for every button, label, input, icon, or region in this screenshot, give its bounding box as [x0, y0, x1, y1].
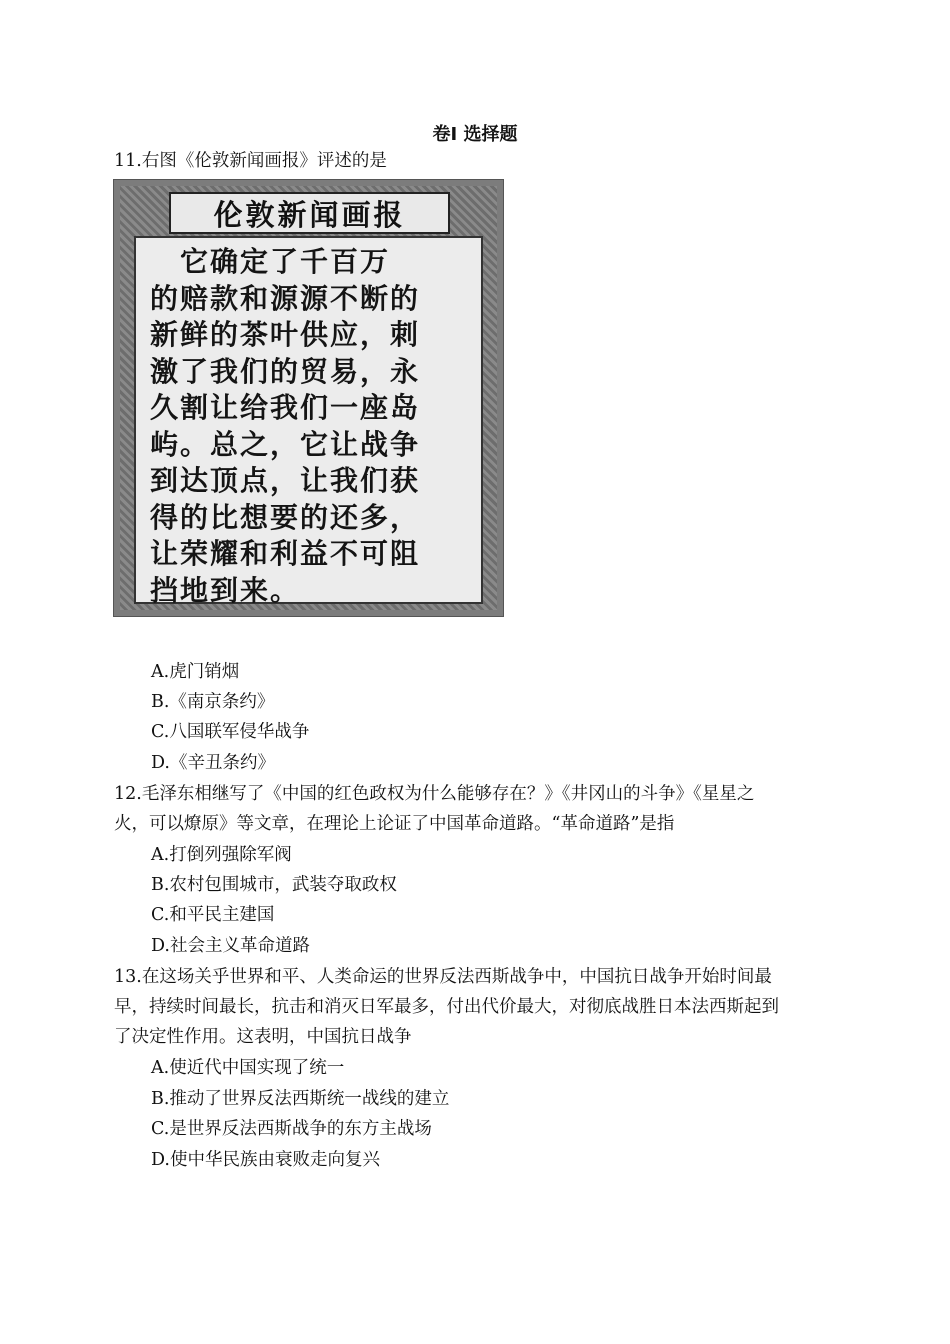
clipping-line: 挡地到来。	[150, 573, 301, 607]
q13-stem-line: 早，持续时间最长，抗击和消灭日军最多，付出代价最大，对彻底战胜日本法西斯起到	[114, 997, 779, 1017]
q12-option-a: A.打倒列强除军阀	[151, 845, 292, 865]
q12-stem-line: 火，可以燎原》等文章，在理论上论证了中国革命道路。“革命道路”是指	[114, 814, 675, 834]
clipping-line: 激了我们的贸易，永	[150, 354, 421, 388]
q11-option-c: C.八国联军侵华战争	[151, 722, 310, 742]
clipping-body	[134, 236, 483, 607]
q12-option-d: D.社会主义革命道路	[151, 936, 310, 956]
q12-option-c: C.和平民主建国	[151, 905, 275, 925]
clipping-line: 屿。总之，它让战争	[150, 427, 421, 461]
clipping-line: 的赔款和源源不断的	[150, 281, 421, 315]
q12-option-b: B.农村包围城市，武装夺取政权	[151, 875, 397, 895]
q11-option-a: A.虎门销烟	[151, 662, 240, 682]
q13-option-d: D.使中华民族由衰败走向复兴	[151, 1150, 380, 1170]
clipping-line: 到达顶点，让我们获	[150, 464, 421, 497]
section-title: 卷Ⅰ 选择题	[432, 124, 518, 145]
q13-option-a: A.使近代中国实现了统一	[151, 1058, 345, 1078]
clipping-line: 得的比想要的还多，	[150, 500, 421, 534]
clipping-line: 它确定了千百万	[150, 245, 391, 278]
q12-stem-line: 12.毛泽东相继写了《中国的红色政权为什么能够存在？》《井冈山的斗争》《星星之	[114, 784, 755, 804]
newspaper-clipping-image	[113, 179, 504, 617]
q13-option-b: B.推动了世界反法西斯统一战线的建立	[151, 1089, 450, 1109]
q11-stem: 11.右图《伦敦新闻画报》评述的是	[114, 151, 387, 171]
q11-option-b: B.《南京条约》	[151, 692, 275, 712]
q13-stem-line: 了决定性作用。这表明，中国抗日战争	[114, 1027, 412, 1047]
clipping-line: 新鲜的茶叶供应，刺	[150, 318, 421, 351]
clipping-line: 久割让给我们一座岛	[150, 391, 421, 424]
clipping-line: 让荣耀和利益不可阻	[150, 537, 421, 570]
q13-stem-line: 13.在这场关乎世界和平、人类命运的世界反法西斯战争中，中国抗日战争开始时间最	[114, 967, 772, 987]
clipping-header: 伦敦新闻画报	[169, 192, 450, 234]
q11-option-d: D.《辛丑条约》	[151, 753, 275, 773]
q13-option-c: C.是世界反法西斯战争的东方主战场	[151, 1119, 432, 1139]
